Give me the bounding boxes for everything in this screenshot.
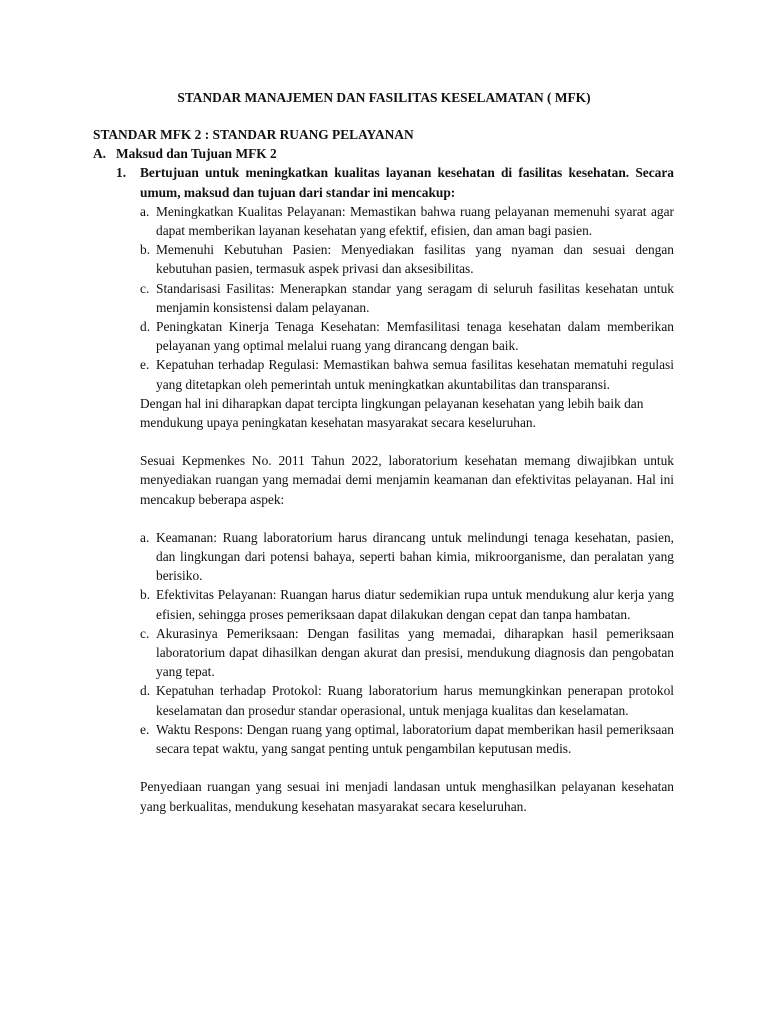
list-item-text: Peningkatan Kinerja Tenaga Kesehatan: Memfasilitasi tenaga kesehatan dalam memberikan pelayanan yang optimal melalui ruang yang dirancang dengan baik. [156,319,674,354]
list-item [140,240,674,278]
section-a-title: Maksud dan Tujuan MFK 2 [116,146,277,162]
paragraph-kepmenkes: Sesuai Kepmenkes No. 2011 Tahun 2022, laboratorium kesehatan memang diwajibkan untuk menyediakan ruangan yang memadai demi menjamin keamanan dan efektivitas pelayanan. Hal ini mencakup beberapa aspek: [140,453,674,507]
list-item [140,681,674,719]
list-item [140,279,674,317]
objectives-list [93,202,674,394]
list-item-text: Efektivitas Pelayanan: Ruangan harus diatur sedemikian rupa untuk mendukung alur kerja yang efisien, sehingga proses pemeriksaan dapat dilakukan dengan cepat dan tanpa hambatan. [156,587,674,622]
list-item-label: e. [140,721,150,737]
list-item-text: Akurasinya Pemeriksaan: Dengan fasilitas yang memadai, diharapkan hasil pemeriksaan laboratorium dapat dihasilkan dengan akurat dan presisi, mendukung diagnosis dan pengobatan yang tepat. [156,625,674,680]
standard-heading: STANDAR MFK 2 : STANDAR RUANG PELAYANAN [93,127,414,142]
list-item-text: Keamanan: Ruang laboratorium harus dirancang untuk melindungi tenaga kesehatan, pasien, dan lingkungan dari potensi bahaya, seperti bahan kimia, mikroorganisme, dan peralatan yang berisiko. [156,529,674,584]
list-item-label: a. [140,529,150,545]
list-item-text: Kepatuhan terhadap Protokol: Ruang laboratorium harus memungkinkan penerapan protokol keselamatan dan prosedur standar operasional, untuk menjaga kualitas dan keselamatan. [156,683,674,718]
list-item [140,528,674,586]
list-item-label: b. [140,242,151,258]
section-a-label: A. [93,146,107,162]
list-item [140,202,674,240]
list-item-label: a. [140,203,150,219]
purpose-item-1 [116,163,674,201]
list-item-text: Meningkatkan Kualitas Pelayanan: Memastikan bahwa ruang pelayanan memenuhi syarat agar dapat memberikan layanan kesehatan yang efektif, efisien, dan aman bagi pasien. [156,203,674,239]
aspects-list [93,528,674,758]
spacer [93,432,674,451]
list-item [140,624,674,682]
spacer [93,509,674,528]
list-item-label: c. [140,625,150,641]
list-item [140,720,674,758]
purpose-item-1-text: Bertujuan untuk meningkatkan kualitas layanan kesehatan di fasilitas kesehatan. Secara umum, maksud dan tujuan dari standar ini mencakup: [140,165,674,200]
list-item-text: Memenuhi Kebutuhan Pasien: Menyediakan fasilitas yang nyaman dan sesuai dengan kebutuhan pasien, termasuk aspek privasi dan aksesibilitas. [156,242,674,277]
list-item [140,355,674,393]
list-item-label: d. [140,319,151,335]
list-item [140,317,674,355]
list-item-label: e. [140,357,150,373]
document-body [93,125,674,816]
purpose-item-1-label: 1. [116,165,127,181]
document-title: STANDAR MANAJEMEN DAN FASILITAS KESELAMATAN ( MFK) [177,90,591,105]
list-item-text: Kepatuhan terhadap Regulasi: Memastikan bahwa semua fasilitas kesehatan mematuhi regulasi yang ditetapkan oleh pemerintah untuk meningkatkan akuntabilitas dan transparansi. [156,357,674,392]
list-item [140,585,674,623]
spacer [93,758,674,777]
paragraph-conclusion: Dengan hal ini diharapkan dapat tercipta lingkungan pelayanan kesehatan yang lebih baik dan mendukung upaya peningkatan kesehatan masyarakat secara keseluruhan. [140,395,644,431]
section-a-heading [93,144,674,163]
list-item-text: Standarisasi Fasilitas: Menerapkan standar yang seragam di seluruh fasilitas kesehatan untuk menjamin konsistensi dalam pelayanan. [156,280,674,315]
paragraph-closing: Penyediaan ruangan yang sesuai ini menjadi landasan untuk menghasilkan pelayanan kesehatan yang berkualitas, mendukung kesehatan masyarakat secara keseluruhan. [140,779,674,814]
list-item-text: Waktu Respons: Dengan ruang yang optimal, laboratorium dapat memberikan hasil pemeriksaan secara tepat waktu, yang sangat penting untuk pengambilan keputusan medis. [156,721,674,757]
list-item-label: d. [140,683,151,699]
list-item-label: c. [140,280,150,296]
list-item-label: b. [140,587,151,603]
